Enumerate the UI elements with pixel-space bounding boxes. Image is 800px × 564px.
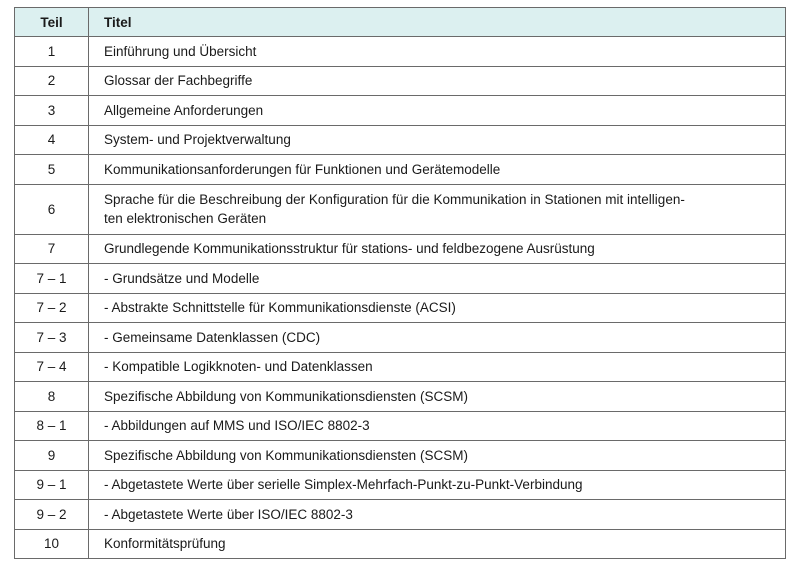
table-header-row <box>15 8 786 37</box>
cell-teil: 3 <box>15 96 89 126</box>
table-row <box>15 125 786 155</box>
parts-table <box>14 7 786 559</box>
cell-titel: - Kompatible Logikknoten- und Datenklassen <box>89 352 786 382</box>
table-row <box>15 441 786 471</box>
cell-teil: 5 <box>15 155 89 185</box>
table-row <box>15 411 786 441</box>
cell-titel: Spezifische Abbildung von Kommunikationsdiensten (SCSM) <box>89 382 786 412</box>
cell-titel: - Abbildungen auf MMS und ISO/IEC 8802-3 <box>89 411 786 441</box>
cell-titel: System- und Projektverwaltung <box>89 125 786 155</box>
table-row <box>15 96 786 126</box>
cell-teil: 1 <box>15 37 89 67</box>
cell-teil: 7 – 4 <box>15 352 89 382</box>
cell-teil: 8 <box>15 382 89 412</box>
cell-teil: 9 <box>15 441 89 471</box>
table-row <box>15 352 786 382</box>
cell-teil: 6 <box>15 184 89 234</box>
table-row <box>15 500 786 530</box>
table-row <box>15 323 786 353</box>
cell-titel: Grundlegende Kommunikationsstruktur für stations- und feldbezogene Ausrüstung <box>89 234 786 264</box>
cell-teil: 2 <box>15 66 89 96</box>
cell-teil: 7 – 3 <box>15 323 89 353</box>
table-row <box>15 293 786 323</box>
cell-titel: Glossar der Fachbegriffe <box>89 66 786 96</box>
cell-titel: Einführung und Übersicht <box>89 37 786 67</box>
cell-teil: 7 – 1 <box>15 264 89 294</box>
table-row <box>15 264 786 294</box>
header-titel: Titel <box>89 8 786 37</box>
cell-titel: - Grundsätze und Modelle <box>89 264 786 294</box>
table-row <box>15 184 786 234</box>
cell-titel: - Abstrakte Schnittstelle für Kommunikationsdienste (ACSI) <box>89 293 786 323</box>
cell-teil: 7 <box>15 234 89 264</box>
cell-teil: 9 – 1 <box>15 470 89 500</box>
table-row <box>15 470 786 500</box>
table-row <box>15 382 786 412</box>
table-row <box>15 234 786 264</box>
cell-teil: 8 – 1 <box>15 411 89 441</box>
cell-teil: 10 <box>15 529 89 559</box>
table-row <box>15 37 786 67</box>
cell-titel: Kommunikationsanforderungen für Funktionen und Gerätemodelle <box>89 155 786 185</box>
cell-teil: 7 – 2 <box>15 293 89 323</box>
table-row <box>15 155 786 185</box>
cell-teil: 4 <box>15 125 89 155</box>
cell-titel: Allgemeine Anforderungen <box>89 96 786 126</box>
cell-titel: Sprache für die Beschreibung der Konfiguration für die Kommunikation in Stationen mit intelligen- ten elektronischen Geräten <box>89 184 786 234</box>
cell-titel: Spezifische Abbildung von Kommunikationsdiensten (SCSM) <box>89 441 786 471</box>
cell-titel: - Abgetastete Werte über serielle Simplex-Mehrfach-Punkt-zu-Punkt-Verbindung <box>89 470 786 500</box>
table-row <box>15 66 786 96</box>
header-teil: Teil <box>15 8 89 37</box>
cell-titel: Konformitätsprüfung <box>89 529 786 559</box>
table-row <box>15 529 786 559</box>
cell-titel: - Abgetastete Werte über ISO/IEC 8802-3 <box>89 500 786 530</box>
cell-teil: 9 – 2 <box>15 500 89 530</box>
cell-titel: - Gemeinsame Datenklassen (CDC) <box>89 323 786 353</box>
